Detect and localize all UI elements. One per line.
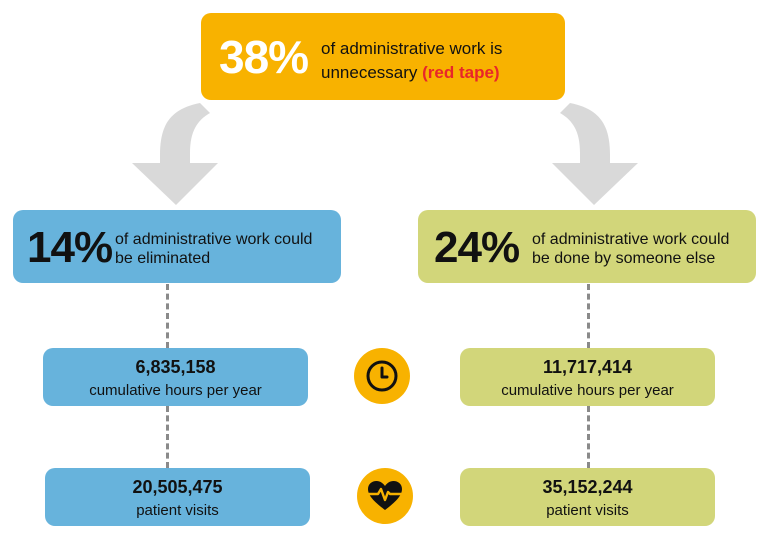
delegated-description [532, 230, 729, 268]
eliminated-description [115, 230, 312, 268]
delegated-box [418, 210, 756, 283]
eliminated-hours-label: cumulative hours per year [89, 382, 262, 399]
delegated-hours-label: cumulative hours per year [501, 382, 674, 399]
total-description [321, 37, 502, 85]
right-connector-lower [587, 406, 590, 468]
eliminated-line-1: of administrative work could [115, 231, 313, 248]
eliminated-visits-value: 20,505,475 [132, 477, 223, 497]
delegated-hours-box [460, 348, 715, 406]
delegated-visits-box [460, 468, 715, 526]
delegated-line-2: be done by someone else [532, 250, 716, 267]
total-line-1: of administrative work is [321, 39, 503, 58]
delegated-percent: 24% [434, 223, 520, 272]
eliminated-percent: 14% [27, 223, 113, 272]
red-tape-label: (red tape) [422, 63, 500, 82]
total-red-tape-box [201, 13, 565, 100]
heart-pulse-icon [357, 468, 413, 524]
total-percent: 38% [219, 31, 309, 83]
left-curved-arrow [120, 95, 230, 210]
delegated-visits-value: 35,152,244 [542, 477, 633, 497]
total-line-2-text: unnecessary [321, 63, 418, 82]
eliminated-hours-box [43, 348, 308, 406]
eliminated-hours-value: 6,835,158 [135, 357, 216, 377]
left-connector-upper [166, 284, 169, 348]
delegated-visits-label: patient visits [546, 502, 629, 519]
left-connector-lower [166, 406, 169, 468]
clock-icon [354, 348, 410, 404]
right-curved-arrow [540, 95, 650, 210]
total-line-2 [321, 61, 502, 85]
right-connector-upper [587, 284, 590, 348]
delegated-line-1: of administrative work could [532, 231, 730, 248]
delegated-hours-value: 11,717,414 [542, 357, 633, 377]
eliminated-box [13, 210, 341, 283]
eliminated-line-2: be eliminated [115, 250, 211, 267]
eliminated-visits-label: patient visits [136, 502, 219, 519]
eliminated-visits-box [45, 468, 310, 526]
